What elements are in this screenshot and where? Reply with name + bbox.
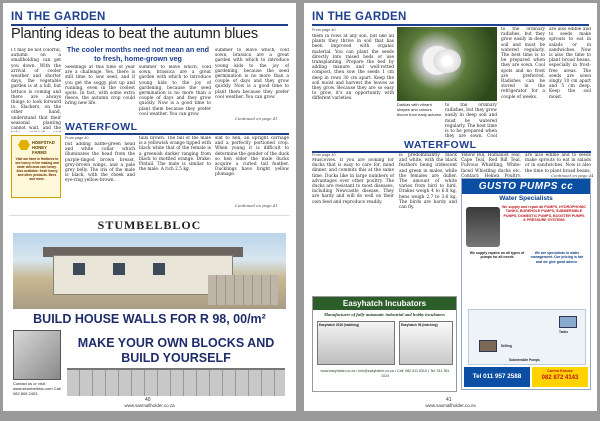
waterfowl-column-4: are also edible and to seeds make sprouts to eat in salads or in sandwiches. Now is also the time to plant broad beans, — [525, 153, 591, 173]
incubator-photo-small — [399, 321, 453, 365]
drill-icon — [479, 340, 497, 352]
easyhatch-ad[interactable] — [312, 296, 457, 392]
gusto-phone[interactable]: Tel 011 957 2588 — [464, 367, 530, 387]
waterfowl-column-1: but adding baffle-green head and white collar which illuminates the head from the purple-tinged brown breast, grey-brown wings, and a pale grey belly. The iris of the male is black, with the cheek and eye-ring yellow-brown. — [65, 142, 135, 184]
waterfowl-heading: WATERFOWL — [404, 139, 477, 151]
house-window — [113, 263, 125, 275]
honey-ad-text: Visit our farm in Hartbees to see honey in the making and taste delicious raw honey. Also available: fresh honey and other products. Bees and more. — [15, 157, 59, 181]
easyhatch-contact: www.easyhatch.co.za • info@easyhatch.co.za • Cell: 082 611 5310 • Tel: 011 391 1024 — [320, 369, 450, 378]
block-machine-photo — [13, 330, 61, 380]
gusto-cell-number: 082 872 4143 — [541, 374, 579, 381]
waterfowl-heading: WATERFOWL — [65, 121, 138, 133]
house-photo — [13, 233, 286, 309]
section-title: IN THE GARDEN — [312, 11, 407, 23]
article-column-4: summer to leave which, cold sown, brassica are a great garden with which to introduce young kids to the joy of gardening, because the seed germination is no more than a couple of days and they grow quickly. Now is a good time to plant them because they prefer cool weather. You can grow — [215, 48, 289, 100]
honey-farm-ad[interactable] — [11, 135, 61, 198]
stumbelbloc-ad[interactable] — [9, 215, 290, 399]
article-column-3: are also edible and to seeds make sprouts to eat in salads or in sandwiches. Now is also the time to plant broad beans, especially in frost-free areas. The seeds are sown singly 10 cm apart and 5 cm deep. Keep the soil moist. — [549, 27, 591, 100]
stumbelbloc-slogan: MAKE YOUR OWN BLOCKS AND BUILD YOURSELF — [77, 336, 275, 365]
from-page-note-2: From page 40 — [312, 153, 336, 157]
section-title: IN THE GARDEN — [11, 11, 106, 23]
honeycomb-icon — [18, 140, 30, 150]
site-url: www.sasmallholder.co.za — [425, 403, 476, 408]
waterfowl-column-1: Muscovies. If you are looking for ducks that is easy to care for, mind dinner, and commits this at the same time. Ducks like in large numbers of advantages over other poultry. The ducks are resistant to most diseases, including Newcastle disease. They are hardy and will do well on their own feed and reproduce readily. — [312, 158, 394, 205]
right-page — [304, 3, 597, 411]
waterfowl-column-2: tails brown. The bill of the male is a yellowish orange tipped with black while that of the female is a greenish darker ranging from black to mottled orange. Drake: Pintail. The male is similar to the male. A rich 2.5 kg. — [139, 136, 211, 173]
gusto-cell[interactable] — [532, 367, 588, 387]
waterfowl-rule — [65, 133, 289, 135]
gusto-pumps-ad[interactable] — [461, 178, 591, 390]
section-rule — [312, 24, 589, 26]
article-column-1: them in rows at any soil, but like all plants they thrive in soil that has been improved with organic material. You can plant the seeds directly into raised beds or use transplanting. Prepare the bed by adding manure and well-rotted compost, then sow the seeds 1 cm deep in rows 30 cm apart. Keep the soil moist and harvest the leaves as they grow. Because they are so easy to grow, it's an opportunity with different varieties. — [312, 34, 394, 102]
easyhatch-title: Easyhatch Incubators — [313, 297, 456, 310]
block-stack — [208, 275, 278, 305]
from-page-note: From page 40 — [65, 136, 89, 140]
tank-icon — [559, 316, 577, 328]
stumbelbloc-contact: Contact us or visit: www.stumbelbloc.com Call 082 808 2403 — [13, 381, 61, 396]
dahlia-photo — [397, 27, 497, 101]
continued-note: Continued on page 44 — [551, 173, 594, 178]
gusto-repairs: We supply repairs on all types of pumps for all needs — [469, 251, 525, 260]
article-column-1: I t may be not colorful, autumn on a smallholding can get you down. With the arrival of cooler weather and shorter days, the vegetable garden is at a lull, but lettuce is coming and there are always things to look forward to. Slackers, on the other hand, understand that their seasonal planting cannot wait, and the — [11, 48, 61, 132]
waterfowl-column-3: Yellow Bill, Humanist Teal, Cape Teal, Red Bill Teal, Fulvous Whistling, White-faced Whistling ducks etc. Contact: Hekwa Poultry, — [461, 153, 521, 177]
article-headline: Planting ideas to beat the autumn blues — [11, 26, 258, 42]
stumbelbloc-price: BUILD HOUSE WALLS FOR R 98, 00/m² — [33, 312, 266, 326]
house-window — [153, 263, 165, 275]
continued-note: Continued on page 41 — [235, 116, 278, 121]
incubator-label-1: Easyhatch 2016 (hatching) — [319, 323, 360, 327]
gusto-title: GUSTO PUMPS cc — [462, 179, 590, 194]
drilling-label: Drilling — [501, 344, 512, 348]
blocks-photo — [67, 368, 285, 396]
water-system-diagram — [468, 309, 586, 365]
article-subhead: The cooler months need not mean an end to fresh, home-grown veg — [66, 45, 210, 63]
left-page — [3, 3, 296, 411]
page-number: 40 — [145, 397, 151, 403]
article-column-2b: to the ordinary radishes, but they grow easily in deep soil and must be watered regularly. The best time is to be prepared when they are sown. Cool — [445, 103, 497, 139]
gusto-specialists: We are specialists in water management. Our pricing is fair and we give good advice. — [530, 251, 584, 264]
stumbelbloc-bottom — [13, 330, 286, 398]
gusto-cell-label: Carina Krause — [547, 369, 573, 373]
easyhatch-subtitle: Manufacturer of fully automatic industrial and hobby incubators — [324, 312, 445, 317]
incubator-label-2: Easyhatch 56 (hatching) — [401, 323, 438, 327]
site-url: www.sasmallholder.co.za — [124, 403, 175, 408]
waterfowl-column-2: is predominantly black and white, with the black feathers being iridescent and green in males, while the females are duller. The amount of white varies from bird to bird. Drakes weigh 4 to 6.8 kg, hens weigh 2.7 to 3.6 kg. The birds are hardy and can fly. — [399, 153, 457, 211]
page-number: 41 — [446, 397, 452, 403]
article-column-2: Seedlings at this time of year are a challenge. Yes, there is still time to sow seed, and if you get the soggy plot up and running, even in the coolest spots. In fact, with some extra fleece, the autumn crop could bring new life. — [65, 65, 135, 107]
from-page-note: From page 40 — [312, 28, 336, 32]
stumbelbloc-title: STUMBELBLOC — [97, 218, 202, 232]
article-column-2: to the ordinary radishes, but they grow easily in deep soil and must be watered regularly. The best time is to be prepared when they are sown. Cool spots and no frost are preferred. Radishes can be stored in the refrigerator for a couple of weeks. — [501, 27, 545, 100]
gusto-subtitle: Water Specialists — [499, 195, 553, 202]
continued-note-2: Continued on page 41 — [235, 203, 278, 208]
waterfowl-column-3: slat to hen, an upright carriage and a perfectly portioned crop. When young it is difficult to determine the gender of the duck so hen older the male ducks acquire a curled tail feather. Ducklings have bright yellow plumage. — [215, 136, 289, 178]
incubator-photo-large — [317, 321, 395, 365]
article-column-3: summer to leave which, cold sown, brassica are a great garden with which to introduce young kids to the joy of gardening, because the seed germination is no more than a couple of days and they grow quickly. Now is a good time to plant them because they prefer cool weather. You can grow — [139, 65, 211, 117]
gusto-services: We supply and repair all PUMPS, HYDROPHONIC TANKS, BOREHOLE PUMPS, SUBMERSIBLE PUMPS, DOMESTIC PUMPS, BOOSTER PUMPS & PRESSURE SYSTEMS — [502, 205, 587, 223]
submersible-label: Submersible Pumps — [509, 358, 540, 362]
photo-caption: Dahlias with vibrant shapes and colours bloom from early autumn. — [397, 102, 443, 117]
house-wall — [53, 255, 233, 295]
house-window — [73, 263, 85, 275]
honey-brand: HOEFSTAD HONEY FARMS — [32, 140, 55, 155]
dahlia-flower — [433, 49, 461, 73]
tanks-label: Tanks — [559, 330, 568, 334]
pump-photo — [466, 207, 500, 247]
